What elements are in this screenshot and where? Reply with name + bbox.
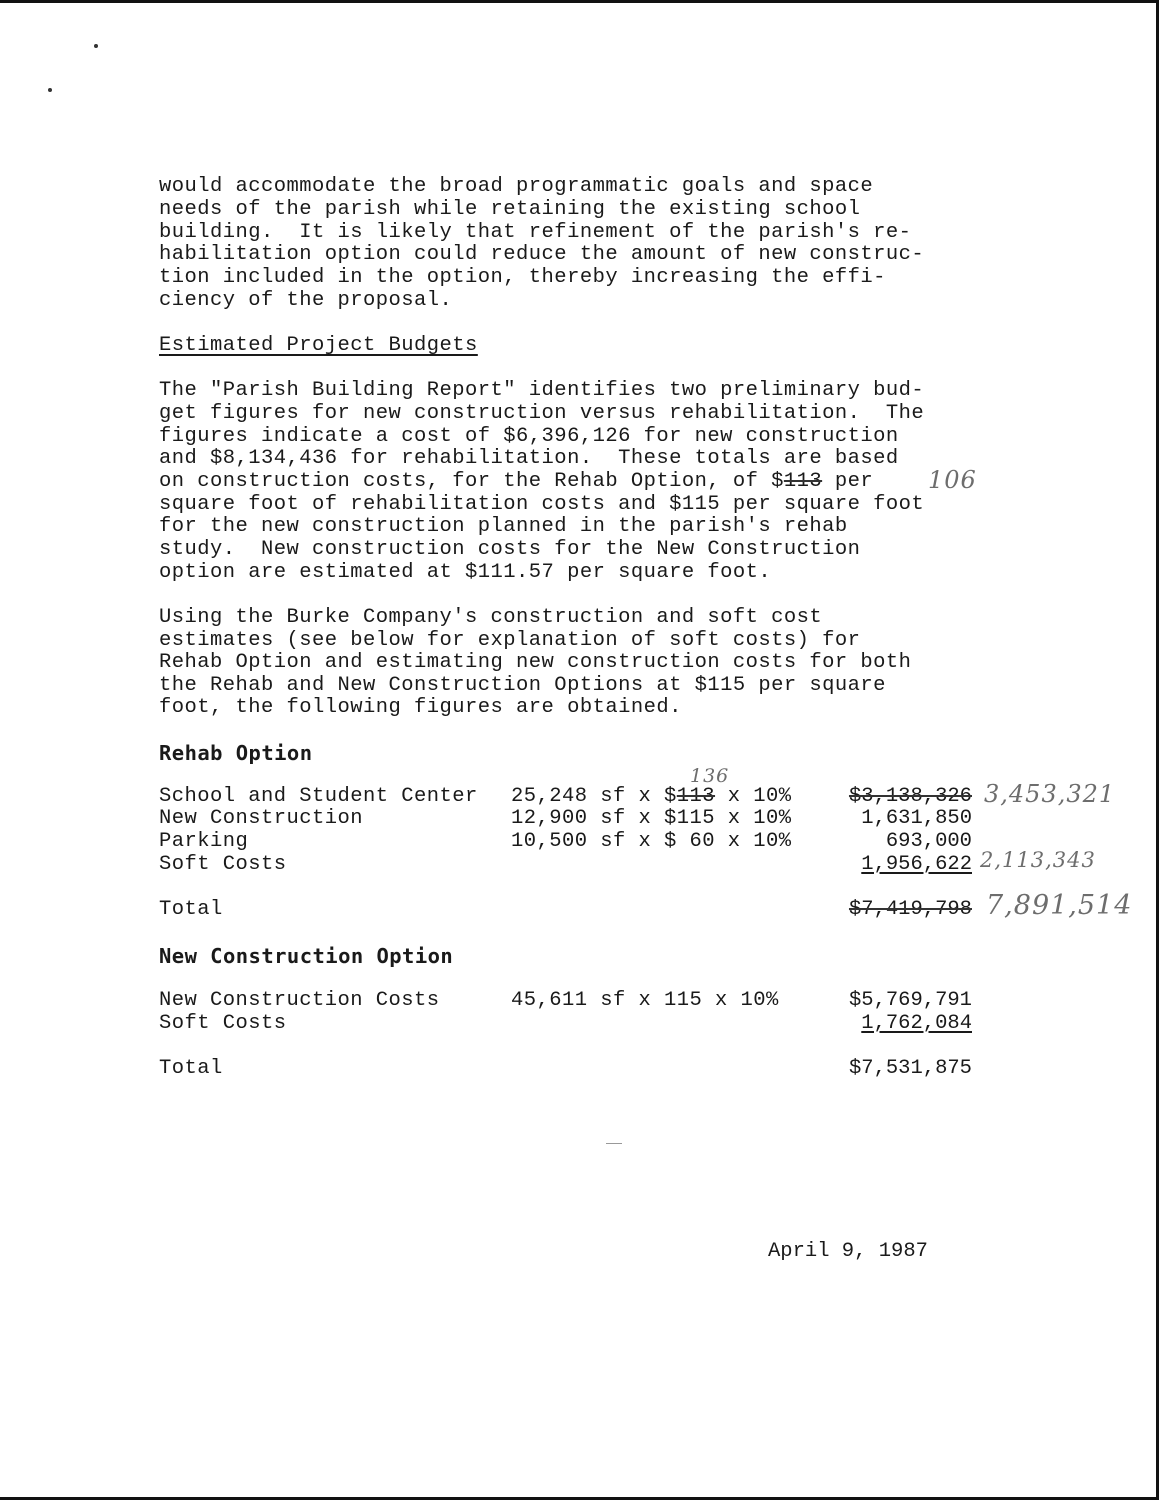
text-line: and $8,134,436 for rehabilitation. These totals are based: [159, 447, 899, 470]
text-line: habilitation option could reduce the amount of new construc-: [159, 243, 925, 266]
section-heading: Estimated Project Budgets: [159, 334, 478, 357]
row-amount: 1,762,084: [861, 1012, 972, 1035]
handwritten-correction: 3,453,321: [984, 780, 1116, 808]
text-line: the Rehab and New Construction Options at $115 per square: [159, 674, 886, 697]
scan-border-top: [0, 0, 1159, 3]
text-line: Using the Burke Company's construction and soft cost: [159, 606, 823, 629]
calc-segment: 25,248 sf x $: [511, 785, 677, 808]
text-line: foot, the following figures are obtained.: [159, 696, 682, 719]
row-amount: 693,000: [885, 830, 972, 853]
text-line: would accommodate the broad programmatic goals and space: [159, 175, 874, 198]
total-label: Total: [159, 1057, 223, 1080]
row-label: Soft Costs: [159, 1012, 287, 1035]
text-line: estimates (see below for explanation of soft costs) for: [159, 629, 861, 652]
struck-value: 113: [676, 785, 716, 808]
row-calc: [511, 786, 792, 809]
handwritten-rate: 136: [690, 765, 730, 787]
row-calc: 12,900 sf x $115 x 10%: [511, 807, 792, 830]
scan-speck: [48, 88, 52, 92]
text-line: option are estimated at $111.57 per square foot.: [159, 561, 772, 584]
total-amount: $7,531,875: [848, 1057, 972, 1080]
struck-value: 113: [783, 470, 823, 493]
text-line: get figures for new construction versus rehabilitation. The: [159, 402, 925, 425]
row-amount: 1,956,622: [861, 853, 972, 876]
text-line: The "Parish Building Report" identifies two preliminary bud-: [159, 379, 925, 402]
calc-segment: x 10%: [715, 785, 792, 808]
text-line: [159, 471, 873, 494]
total-label: Total: [159, 898, 223, 921]
text-line: ciency of the proposal.: [159, 289, 453, 312]
row-amount: 1,631,850: [861, 807, 972, 830]
row-calc: 10,500 sf x $ 60 x 10%: [511, 830, 792, 853]
text-segment: on construction costs, for the Rehab Option, of $: [159, 470, 784, 493]
handwritten-correction: 7,891,514: [986, 890, 1133, 921]
document-date: April 9, 1987: [768, 1240, 928, 1263]
total-amount: $7,419,798: [848, 898, 972, 921]
row-label: Soft Costs: [159, 853, 287, 876]
table-row: [159, 786, 478, 809]
row-label: New Construction: [159, 807, 364, 830]
row-amount: $5,769,791: [848, 989, 972, 1012]
text-line: Rehab Option and estimating new construction costs for both: [159, 651, 912, 674]
handwritten-correction: 106: [928, 466, 977, 494]
row-calc: 45,611 sf x 115 x 10%: [511, 989, 779, 1012]
row-label: Parking: [159, 830, 249, 853]
rehab-option-title: Rehab Option: [159, 741, 313, 765]
handwritten-correction: 2,113,343: [980, 848, 1096, 872]
scan-mark: [606, 1143, 622, 1144]
row-amount: $3,138,326: [848, 785, 972, 808]
text-line: square foot of rehabilitation costs and $115 per square foot: [159, 493, 925, 516]
text-line: tion included in the option, thereby increasing the effi-: [159, 266, 886, 289]
text-line: study. New construction costs for the New Construction: [159, 538, 861, 561]
new-construction-option-title: New Construction Option: [159, 944, 454, 968]
text-segment: per: [822, 470, 874, 493]
text-line: building. It is likely that refinement of the parish's re-: [159, 221, 912, 244]
text-line: needs of the parish while retaining the existing school: [159, 198, 861, 221]
text-line: figures indicate a cost of $6,396,126 for new construction: [159, 425, 899, 448]
text-line: for the new construction planned in the parish's rehab: [159, 515, 848, 538]
scan-speck: [94, 44, 98, 48]
row-label: New Construction Costs: [159, 989, 440, 1012]
row-label: School and Student Center: [159, 785, 478, 808]
